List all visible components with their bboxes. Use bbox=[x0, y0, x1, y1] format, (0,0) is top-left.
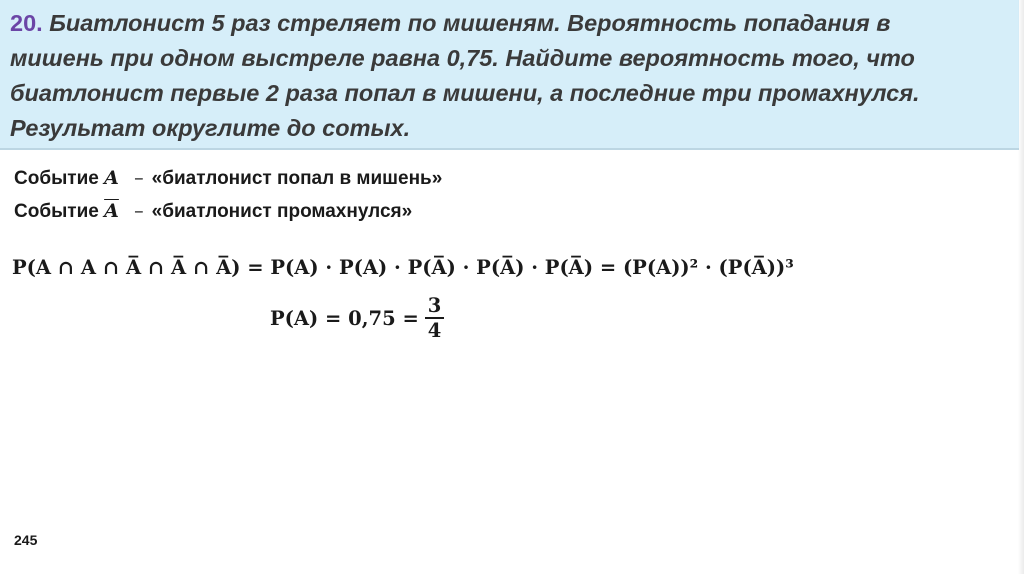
fraction-denominator: 4 bbox=[427, 319, 442, 342]
probability-product-formula: P(A ∩ A ∩ A̅ ∩ A̅ ∩ A̅) = P(A) · P(A) · P(A̅) · P(A̅) · P(A̅) = (P(A))² · (P(A̅))³ bbox=[12, 256, 794, 279]
event-label: Событие bbox=[14, 168, 99, 189]
probability-value-formula bbox=[270, 294, 444, 342]
problem-number-dot: . bbox=[36, 10, 43, 36]
problem-line-1: Биатлонист 5 раз стреляет по мишеням. Вероятность попадания в bbox=[49, 10, 891, 36]
problem-statement-box bbox=[0, 0, 1019, 150]
event-not-a-description: «биатлонист промахнулся» bbox=[151, 201, 413, 222]
event-symbol-a: A bbox=[104, 167, 119, 189]
probability-value-lhs: P(A) = 0,75 = bbox=[270, 306, 419, 330]
event-label: Событие bbox=[14, 201, 99, 222]
problem-line-4: Результат округлите до сотых. bbox=[10, 115, 411, 141]
event-symbol-not-a: $\overline{A}$ bbox=[104, 200, 119, 222]
event-a-description: «биатлонист попал в мишень» bbox=[151, 168, 443, 189]
event-dash: – bbox=[134, 200, 144, 222]
fraction-numerator: 3 bbox=[425, 294, 445, 319]
fraction bbox=[425, 294, 445, 342]
problem-statement bbox=[10, 6, 1007, 146]
problem-line-2: мишень при одном выстреле равна 0,75. Найдите вероятность того, что bbox=[10, 45, 915, 71]
problem-line-3: биатлонист первые 2 раза попал в мишени, а последние три промахнулся. bbox=[10, 80, 920, 106]
event-definition-not-a bbox=[14, 195, 442, 228]
event-definitions bbox=[14, 162, 442, 228]
problem-number: 20 bbox=[10, 10, 37, 36]
event-dash: – bbox=[134, 167, 144, 189]
event-definition-a bbox=[14, 162, 442, 195]
page-number: 245 bbox=[14, 532, 38, 548]
